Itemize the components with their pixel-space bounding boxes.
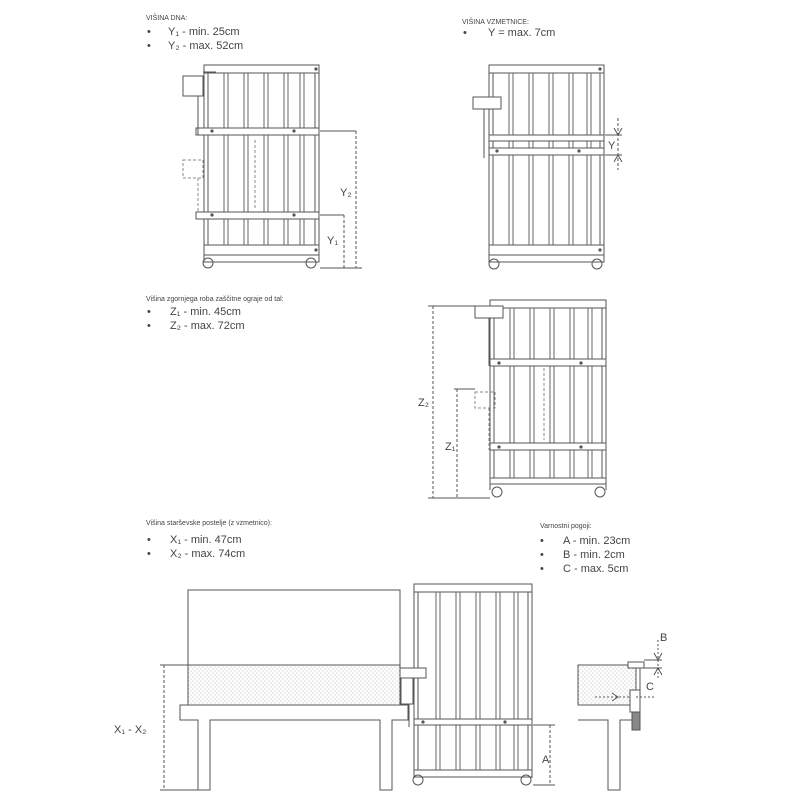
bullet: • — [147, 320, 151, 332]
section3-item-z2: Z₂ - max. 72cm — [170, 320, 245, 332]
parent-bed-drawing — [160, 590, 408, 790]
bullet: • — [147, 548, 151, 560]
dim-label-y: Y — [608, 140, 616, 152]
dim-label-x: X₁ - X₂ — [114, 724, 147, 736]
dim-label-a: A — [542, 754, 550, 766]
section2-item-y: Y = max. 7cm — [488, 27, 556, 39]
section1-item-y2: Y₂ - max. 52cm — [168, 40, 244, 52]
cot-mattress-height-drawing — [473, 65, 622, 269]
bullet: • — [147, 306, 151, 318]
dim-label-b: B — [660, 632, 668, 644]
bullet: • — [540, 535, 544, 547]
section5-text — [540, 523, 630, 575]
section1-title: VIŠINA DNA: — [146, 15, 188, 22]
section2-text — [462, 17, 555, 39]
section4-item-x1: X₁ - min. 47cm — [170, 534, 242, 546]
dim-label-y1: Y₁ — [327, 235, 339, 247]
dim-label-c: C — [646, 681, 654, 693]
bullet: • — [540, 549, 544, 561]
section3-title: Višina zgornjega roba zaščitne ograje od tal: — [146, 296, 284, 303]
section4-item-x2: X₂ - max. 74cm — [170, 548, 246, 560]
section1-text — [146, 13, 243, 52]
bullet: • — [463, 27, 467, 39]
section4-title: Višina starševske postelje (z vzmetnico): — [146, 520, 272, 527]
section5-item-a: A - min. 23cm — [563, 535, 631, 547]
dim-label-z1: Z₁ — [445, 441, 456, 453]
section3-item-z1: Z₁ - min. 45cm — [170, 306, 241, 318]
cot-side-by-side-drawing — [400, 584, 555, 785]
section5-title: Varnostni pogoji: — [540, 523, 592, 530]
dim-label-y2: Y₂ — [340, 187, 352, 199]
dim-label-z2: Z₂ — [418, 397, 429, 409]
section5-item-b: B - min. 2cm — [563, 549, 625, 561]
section5-item-c: C - max. 5cm — [563, 563, 629, 575]
section3-text — [146, 296, 284, 332]
section4-text — [146, 520, 272, 560]
bullet: • — [147, 534, 151, 546]
gap-detail-drawing — [578, 640, 662, 790]
bullet: • — [147, 26, 151, 38]
cot-rail-height-drawing — [428, 300, 606, 498]
section1-item-y1: Y₁ - min. 25cm — [168, 26, 240, 38]
bullet: • — [540, 563, 544, 575]
bullet: • — [147, 40, 151, 52]
section2-title: VIŠINA VZMETNICE: — [462, 19, 529, 26]
